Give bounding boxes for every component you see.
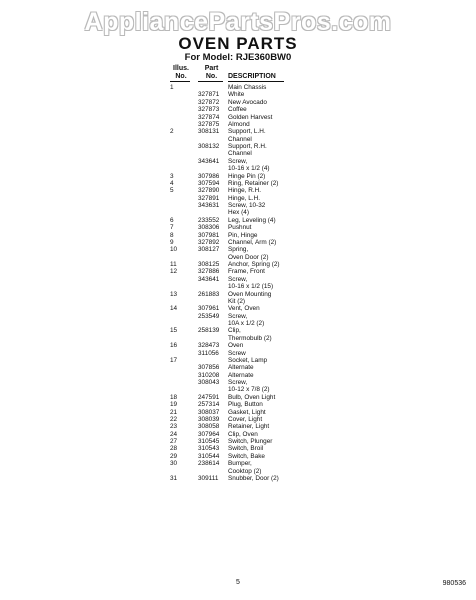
part-number: 261883 (198, 290, 220, 298)
part-number: 310208 (198, 371, 220, 379)
part-description: Channel (228, 150, 252, 158)
part-number: 307961 (198, 305, 220, 313)
part-description: Oven Door (2) (228, 253, 269, 261)
part-description: Screw, (228, 157, 248, 165)
part-number: 307594 (198, 179, 220, 187)
illus-header-line1: Illus. (173, 65, 189, 72)
table-row (170, 438, 320, 445)
illus-number: 12 (170, 268, 178, 276)
part-description: Leg, Leveling (4) (228, 216, 276, 224)
part-description: Cover, Light (228, 415, 263, 423)
illus-number: 15 (170, 327, 178, 335)
table-row (170, 409, 320, 416)
table-row (170, 143, 320, 150)
table-row (170, 165, 320, 172)
illus-number: 21 (170, 408, 178, 416)
part-description: Anchor, Spring (2) (228, 261, 280, 268)
part-description: Ring, Retainer (2) (228, 179, 279, 187)
table-row (170, 416, 320, 423)
watermark: AppliancePartsPros.com (84, 8, 392, 36)
part-number: 327874 (198, 113, 220, 121)
part-description: Screw, (228, 275, 248, 283)
table-row (170, 475, 320, 482)
table-row (170, 128, 320, 135)
table-row (170, 327, 320, 334)
part-number: 327871 (198, 91, 220, 99)
part-header-line1: Part (204, 65, 219, 72)
part-description: Channel (228, 135, 252, 143)
part-description: Hex (4) (228, 209, 249, 217)
part-number: 238614 (198, 460, 220, 468)
illus-number: 30 (170, 460, 178, 468)
table-row (170, 342, 320, 349)
table-row (170, 401, 320, 408)
table-row (170, 173, 320, 180)
part-description: 10-16 x 1/2 (4) (228, 165, 270, 173)
part-description: Retainer, Light (228, 423, 270, 431)
table-row (170, 372, 320, 379)
table-row (170, 276, 320, 283)
table-row (170, 364, 320, 371)
part-description: Vent, Oven (228, 305, 260, 313)
illus-number: 2 (170, 128, 174, 136)
part-number: 343641 (198, 157, 220, 165)
part-number: 327890 (198, 187, 220, 195)
part-description: Coffee (228, 106, 247, 114)
table-row (170, 379, 320, 386)
illus-number: 22 (170, 415, 178, 423)
part-description: Oven Mounting (228, 290, 272, 298)
table-row (170, 394, 320, 401)
table-row (170, 298, 320, 305)
illus-number: 16 (170, 342, 178, 350)
part-description: Clip, (228, 327, 241, 335)
part-description: Channel, Arm (2) (228, 238, 277, 246)
part-number: 310544 (198, 452, 220, 460)
part-number: 327886 (198, 268, 220, 276)
part-description: Thermobulb (2) (228, 334, 272, 342)
part-number: 308039 (198, 415, 220, 423)
part-description: 10-16 x 1/2 (15) (228, 283, 274, 291)
illus-number: 8 (170, 231, 174, 239)
part-number: 308132 (198, 143, 220, 150)
table-row (170, 121, 320, 128)
part-description: Oven (228, 342, 244, 350)
part-number: 308037 (198, 408, 220, 416)
illus-number: 19 (170, 401, 178, 409)
table-row (170, 423, 320, 430)
illus-number: 27 (170, 438, 178, 445)
illus-number: 28 (170, 445, 178, 453)
table-row (170, 136, 320, 143)
part-description: Snubber, Door (2) (228, 474, 279, 482)
table-row (170, 431, 320, 438)
table-row (170, 261, 320, 268)
table-row (170, 291, 320, 298)
part-number: 327873 (198, 106, 220, 114)
part-description: Plug, Button (228, 401, 263, 409)
part-description: Bulb, Oven Light (228, 393, 276, 401)
table-row (170, 357, 320, 364)
part-description: Hinge, R.H. (228, 187, 262, 195)
table-row (170, 150, 320, 157)
part-description: Pin, Hinge (228, 231, 258, 239)
table-row (170, 91, 320, 98)
part-description: Spring, (228, 246, 249, 254)
table-row (170, 84, 320, 91)
table-row (170, 453, 320, 460)
part-description: Pushnut (228, 224, 252, 232)
illus-header-line2: No. (175, 73, 187, 80)
part-description: Hinge Pin (2) (228, 172, 266, 180)
illus-number: 4 (170, 179, 174, 187)
illus-column-header (170, 65, 192, 81)
illus-number: 1 (170, 84, 174, 91)
table-row (170, 268, 320, 275)
part-number: 258139 (198, 327, 220, 335)
part-number: 343631 (198, 202, 220, 209)
part-number: 310543 (198, 445, 220, 453)
table-row (170, 114, 320, 121)
part-description: Screw, (228, 312, 248, 320)
part-number: 308125 (198, 261, 220, 268)
part-number: 307856 (198, 364, 220, 372)
page-number: 5 (236, 579, 240, 586)
table-row (170, 209, 320, 216)
part-number: 343641 (198, 275, 220, 283)
part-column-header (199, 65, 224, 81)
parts-table (170, 84, 320, 482)
part-description: Screw (228, 349, 246, 357)
part-number: 327872 (198, 98, 220, 106)
part-description: 10-12 x 7/8 (2) (228, 386, 270, 394)
part-description: Clip, Oven (228, 430, 258, 438)
part-description: Bumper, (228, 460, 252, 468)
part-number: 257314 (198, 401, 220, 409)
part-number: 308127 (198, 246, 220, 254)
table-row (170, 254, 320, 261)
illus-number: 11 (170, 261, 177, 268)
illus-number: 5 (170, 187, 174, 195)
table-row (170, 99, 320, 106)
illus-number: 24 (170, 430, 178, 438)
table-row (170, 224, 320, 231)
illus-number: 7 (170, 224, 174, 232)
part-number: 327875 (198, 120, 220, 128)
page-title: OVEN PARTS (178, 34, 298, 53)
illus-number: 10 (170, 246, 178, 254)
document-code: 980536 (442, 580, 466, 587)
table-row (170, 202, 320, 209)
table-row (170, 305, 320, 312)
part-number: 308043 (198, 379, 220, 386)
part-description: Hinge, L.H. (228, 194, 260, 202)
part-description: Alternate (228, 371, 254, 379)
part-description: Switch, Plunger (228, 438, 273, 445)
header-underline (198, 81, 223, 82)
part-description: Frame, Front (228, 268, 265, 276)
part-description: Socket, Lamp (228, 356, 268, 364)
table-row (170, 335, 320, 342)
illus-number: 17 (170, 356, 178, 364)
illus-number: 29 (170, 452, 178, 460)
part-description: Screw, 10-32 (228, 202, 266, 209)
illus-number: 6 (170, 216, 174, 224)
part-description: Alternate (228, 364, 254, 372)
table-row (170, 106, 320, 113)
part-description: Gasket, Light (228, 408, 266, 416)
part-number: 307986 (198, 172, 220, 180)
part-description: Support, R.H. (228, 143, 267, 150)
model-subtitle: For Model: RJE360BW0 (184, 52, 292, 63)
table-row (170, 187, 320, 194)
table-row (170, 217, 320, 224)
table-row (170, 386, 320, 393)
table-row (170, 180, 320, 187)
illus-number: 3 (170, 172, 174, 180)
table-row (170, 313, 320, 320)
part-number: 327892 (198, 238, 220, 246)
part-description: Kit (2) (228, 297, 246, 305)
table-row (170, 283, 320, 290)
part-description: Main Chassis (228, 84, 267, 91)
part-description: Switch, Bake (228, 452, 265, 460)
table-row (170, 195, 320, 202)
part-description: White (228, 91, 245, 99)
part-number: 233552 (198, 216, 220, 224)
part-number: 311056 (198, 349, 219, 357)
part-description: Golden Harvest (228, 113, 273, 121)
part-number: 247591 (198, 393, 220, 401)
table-row (170, 158, 320, 165)
part-number: 308306 (198, 224, 220, 232)
illus-number: 13 (170, 290, 178, 298)
illus-number: 31 (170, 474, 178, 482)
part-description: 10A x 1/2 (2) (228, 320, 265, 327)
part-number: 309111 (198, 474, 219, 482)
part-number: 253549 (198, 312, 220, 320)
illus-number: 14 (170, 305, 178, 313)
illus-number: 9 (170, 238, 174, 246)
part-description: Screw, (228, 379, 248, 386)
part-number: 308058 (198, 423, 220, 431)
part-number: 308131 (198, 128, 220, 136)
description-column-header: DESCRIPTION (228, 73, 276, 80)
illus-number: 18 (170, 393, 178, 401)
table-row (170, 468, 320, 475)
header-underline (170, 81, 190, 82)
table-row (170, 460, 320, 467)
part-number: 327891 (198, 194, 220, 202)
part-number: 310545 (198, 438, 220, 445)
table-row (170, 445, 320, 452)
part-header-line2: No. (205, 73, 218, 80)
table-row (170, 232, 320, 239)
header-underline (228, 81, 284, 82)
table-row (170, 239, 320, 246)
part-description: Almond (228, 120, 250, 128)
part-description: Support, L.H. (228, 128, 266, 136)
part-description: Cooktop (2) (228, 467, 262, 475)
table-row (170, 246, 320, 253)
part-number: 307981 (198, 231, 220, 239)
illus-number: 23 (170, 423, 178, 431)
part-description: New Avocado (228, 98, 267, 106)
table-row (170, 350, 320, 357)
part-number: 328473 (198, 342, 220, 350)
part-description: Switch, Broil (228, 445, 264, 453)
part-number: 307964 (198, 430, 220, 438)
table-row (170, 320, 320, 327)
